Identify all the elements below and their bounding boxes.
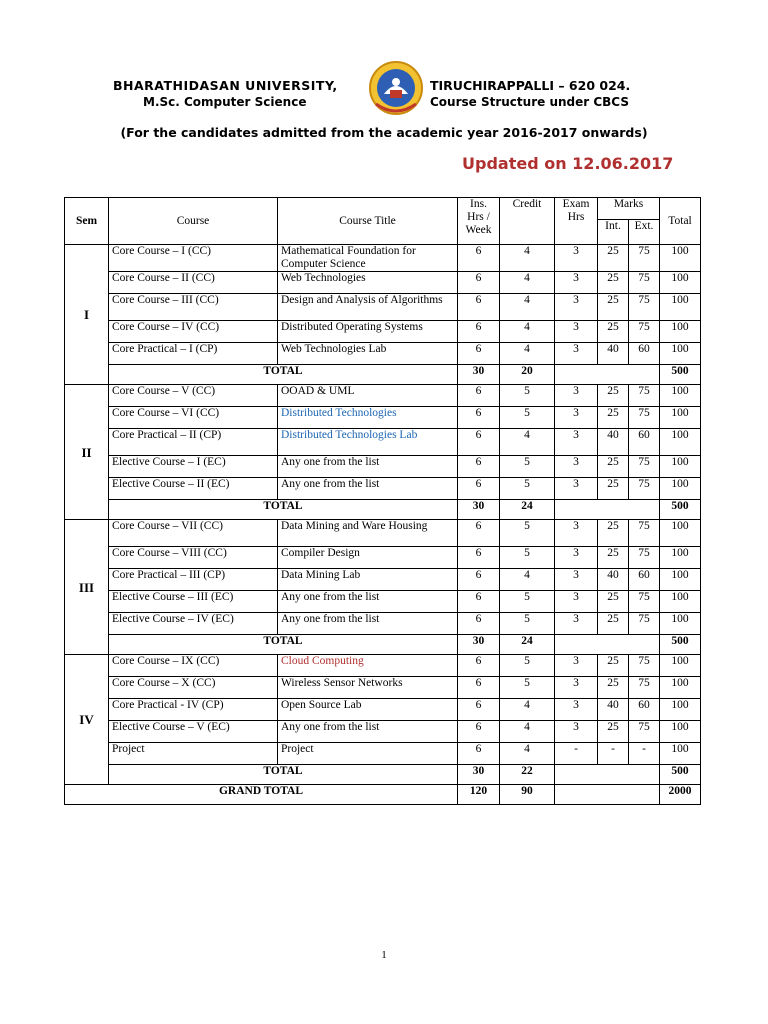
- credit-cell: 5: [500, 613, 555, 635]
- course-cell: Core Course – I (CC): [109, 245, 278, 272]
- course-title-cell: OOAD & UML: [278, 385, 458, 407]
- table-row: [65, 407, 701, 429]
- ins-hrs-cell: 6: [458, 547, 500, 569]
- int-marks-cell: 25: [598, 721, 629, 743]
- course-cell: Elective Course – IV (EC): [109, 613, 278, 635]
- total-marks-cell: 100: [660, 699, 701, 721]
- semester-total-label: TOTAL: [109, 365, 458, 385]
- semester-total-credit: 20: [500, 365, 555, 385]
- semester-label: IV: [65, 655, 109, 785]
- semester-total-blank: [555, 365, 660, 385]
- ins-hrs-cell: 6: [458, 721, 500, 743]
- course-structure-table: [64, 197, 701, 805]
- semester-total-marks: 500: [660, 365, 701, 385]
- course-cell: Elective Course – V (EC): [109, 721, 278, 743]
- course-title-cell: Data Mining and Ware Housing: [278, 520, 458, 547]
- course-cell: Core Practical – I (CP): [109, 343, 278, 365]
- exam-hrs-cell: 3: [555, 699, 598, 721]
- table-row: [65, 591, 701, 613]
- total-marks-cell: 100: [660, 655, 701, 677]
- ext-marks-cell: 60: [629, 429, 660, 456]
- ins-hrs-cell: 6: [458, 343, 500, 365]
- semester-total-row: [65, 635, 701, 655]
- semester-total-marks: 500: [660, 765, 701, 785]
- ext-marks-cell: -: [629, 743, 660, 765]
- course-title-cell: Design and Analysis of Algorithms: [278, 294, 458, 321]
- total-marks-cell: 100: [660, 385, 701, 407]
- semester-total-ins: 30: [458, 500, 500, 520]
- course-title-cell: Web Technologies Lab: [278, 343, 458, 365]
- ins-hrs-cell: 6: [458, 272, 500, 294]
- header-course-title: Course Title: [278, 198, 458, 245]
- course-cell: Elective Course – I (EC): [109, 456, 278, 478]
- total-marks-cell: 100: [660, 743, 701, 765]
- semester-total-marks: 500: [660, 635, 701, 655]
- ext-marks-cell: 75: [629, 478, 660, 500]
- ins-hrs-cell: 6: [458, 407, 500, 429]
- university-logo-icon: [368, 60, 424, 116]
- exam-hrs-cell: 3: [555, 245, 598, 272]
- ext-marks-cell: 75: [629, 407, 660, 429]
- credit-cell: 4: [500, 699, 555, 721]
- credit-cell: 5: [500, 591, 555, 613]
- table-row: [65, 245, 701, 272]
- table-row: [65, 547, 701, 569]
- table-row: [65, 456, 701, 478]
- total-marks-cell: 100: [660, 677, 701, 699]
- course-cell: Core Course – IV (CC): [109, 321, 278, 343]
- ext-marks-cell: 75: [629, 591, 660, 613]
- int-marks-cell: -: [598, 743, 629, 765]
- semester-total-marks: 500: [660, 500, 701, 520]
- ins-hrs-cell: 6: [458, 569, 500, 591]
- course-structure-label: Course Structure under CBCS: [430, 95, 629, 109]
- ins-hrs-cell: 6: [458, 478, 500, 500]
- semester-total-blank: [555, 635, 660, 655]
- exam-hrs-cell: 3: [555, 343, 598, 365]
- course-cell: Core Practical – II (CP): [109, 429, 278, 456]
- exam-hrs-cell: 3: [555, 478, 598, 500]
- total-marks-cell: 100: [660, 547, 701, 569]
- total-marks-cell: 100: [660, 407, 701, 429]
- header-sem: Sem: [65, 198, 109, 245]
- course-title-cell: Cloud Computing: [278, 655, 458, 677]
- credit-cell: 5: [500, 478, 555, 500]
- int-marks-cell: 40: [598, 699, 629, 721]
- credit-cell: 4: [500, 743, 555, 765]
- semester-total-row: [65, 500, 701, 520]
- exam-hrs-cell: 3: [555, 655, 598, 677]
- ins-hrs-cell: 6: [458, 520, 500, 547]
- credit-cell: 5: [500, 520, 555, 547]
- table-row: [65, 699, 701, 721]
- ins-hrs-cell: 6: [458, 321, 500, 343]
- header-exam-hrs: Exam Hrs: [555, 198, 598, 245]
- int-marks-cell: 25: [598, 456, 629, 478]
- credit-cell: 4: [500, 721, 555, 743]
- table-row: [65, 677, 701, 699]
- total-marks-cell: 100: [660, 429, 701, 456]
- ins-hrs-cell: 6: [458, 245, 500, 272]
- course-cell: Core Course – III (CC): [109, 294, 278, 321]
- semester-total-row: [65, 765, 701, 785]
- int-marks-cell: 25: [598, 655, 629, 677]
- int-marks-cell: 25: [598, 245, 629, 272]
- total-marks-cell: 100: [660, 343, 701, 365]
- int-marks-cell: 40: [598, 429, 629, 456]
- ins-hrs-cell: 6: [458, 699, 500, 721]
- ext-marks-cell: 75: [629, 547, 660, 569]
- semester-label: II: [65, 385, 109, 520]
- table-row: [65, 321, 701, 343]
- credit-cell: 5: [500, 547, 555, 569]
- course-cell: Core Course – X (CC): [109, 677, 278, 699]
- table-row: [65, 272, 701, 294]
- exam-hrs-cell: 3: [555, 429, 598, 456]
- course-cell: Core Course – IX (CC): [109, 655, 278, 677]
- credit-cell: 5: [500, 407, 555, 429]
- ins-hrs-cell: 6: [458, 456, 500, 478]
- exam-hrs-cell: 3: [555, 272, 598, 294]
- semester-total-label: TOTAL: [109, 635, 458, 655]
- total-marks-cell: 100: [660, 721, 701, 743]
- semester-total-ins: 30: [458, 765, 500, 785]
- exam-hrs-cell: 3: [555, 407, 598, 429]
- credit-cell: 5: [500, 655, 555, 677]
- course-title-cell: Web Technologies: [278, 272, 458, 294]
- course-cell: Core Practical - IV (CP): [109, 699, 278, 721]
- header-credit: Credit: [500, 198, 555, 245]
- ext-marks-cell: 75: [629, 294, 660, 321]
- exam-hrs-cell: 3: [555, 385, 598, 407]
- course-title-cell: Distributed Operating Systems: [278, 321, 458, 343]
- course-cell: Core Course – II (CC): [109, 272, 278, 294]
- ins-hrs-cell: 6: [458, 677, 500, 699]
- total-marks-cell: 100: [660, 294, 701, 321]
- total-marks-cell: 100: [660, 272, 701, 294]
- course-title-cell: Distributed Technologies Lab: [278, 429, 458, 456]
- semester-total-ins: 30: [458, 365, 500, 385]
- course-title-cell: Data Mining Lab: [278, 569, 458, 591]
- ins-hrs-cell: 6: [458, 294, 500, 321]
- table-row: [65, 343, 701, 365]
- ins-hrs-cell: 6: [458, 655, 500, 677]
- updated-date: Updated on 12.06.2017: [462, 154, 674, 173]
- semester-label: III: [65, 520, 109, 655]
- header-int: Int.: [598, 220, 629, 245]
- table-row: [65, 478, 701, 500]
- header-marks: Marks: [598, 198, 660, 220]
- grand-total-marks: 2000: [660, 785, 701, 805]
- course-cell: Core Course – VI (CC): [109, 407, 278, 429]
- semester-label: I: [65, 245, 109, 385]
- course-title-cell: Distributed Technologies: [278, 407, 458, 429]
- course-cell: Core Course – V (CC): [109, 385, 278, 407]
- grand-total-credit: 90: [500, 785, 555, 805]
- page-number: 1: [381, 949, 387, 961]
- exam-hrs-cell: 3: [555, 520, 598, 547]
- course-title-cell: Any one from the list: [278, 591, 458, 613]
- programme-name: M.Sc. Computer Science: [143, 95, 307, 109]
- course-title-cell: Mathematical Foundation for Computer Science: [278, 245, 458, 272]
- credit-cell: 4: [500, 321, 555, 343]
- table-row: [65, 743, 701, 765]
- ins-hrs-cell: 6: [458, 743, 500, 765]
- semester-total-ins: 30: [458, 635, 500, 655]
- table-row: [65, 721, 701, 743]
- credit-cell: 4: [500, 569, 555, 591]
- semester-total-credit: 24: [500, 635, 555, 655]
- table-row: [65, 520, 701, 547]
- ext-marks-cell: 75: [629, 321, 660, 343]
- grand-total-label: GRAND TOTAL: [65, 785, 458, 805]
- exam-hrs-cell: 3: [555, 677, 598, 699]
- ext-marks-cell: 75: [629, 456, 660, 478]
- header-ext: Ext.: [629, 220, 660, 245]
- ext-marks-cell: 75: [629, 385, 660, 407]
- ext-marks-cell: 75: [629, 677, 660, 699]
- table-row: [65, 655, 701, 677]
- ins-hrs-cell: 6: [458, 429, 500, 456]
- course-title-cell: Project: [278, 743, 458, 765]
- int-marks-cell: 25: [598, 478, 629, 500]
- grand-total-row: [65, 785, 701, 805]
- total-marks-cell: 100: [660, 520, 701, 547]
- semester-total-credit: 22: [500, 765, 555, 785]
- header-total: Total: [660, 198, 701, 245]
- credit-cell: 5: [500, 677, 555, 699]
- exam-hrs-cell: 3: [555, 456, 598, 478]
- semester-total-label: TOTAL: [109, 765, 458, 785]
- course-title-cell: Any one from the list: [278, 478, 458, 500]
- total-marks-cell: 100: [660, 569, 701, 591]
- semester-total-row: [65, 365, 701, 385]
- table-row: [65, 429, 701, 456]
- course-cell: Core Course – VIII (CC): [109, 547, 278, 569]
- total-marks-cell: 100: [660, 321, 701, 343]
- total-marks-cell: 100: [660, 478, 701, 500]
- credit-cell: 4: [500, 245, 555, 272]
- table-row: [65, 569, 701, 591]
- ext-marks-cell: 75: [629, 520, 660, 547]
- table-row: [65, 385, 701, 407]
- ext-marks-cell: 60: [629, 569, 660, 591]
- ext-marks-cell: 75: [629, 245, 660, 272]
- int-marks-cell: 25: [598, 294, 629, 321]
- exam-hrs-cell: 3: [555, 613, 598, 635]
- ext-marks-cell: 75: [629, 655, 660, 677]
- ext-marks-cell: 60: [629, 699, 660, 721]
- total-marks-cell: 100: [660, 456, 701, 478]
- credit-cell: 4: [500, 272, 555, 294]
- ext-marks-cell: 60: [629, 343, 660, 365]
- semester-total-blank: [555, 765, 660, 785]
- ins-hrs-cell: 6: [458, 613, 500, 635]
- course-cell: Project: [109, 743, 278, 765]
- credit-cell: 4: [500, 429, 555, 456]
- ins-hrs-cell: 6: [458, 385, 500, 407]
- exam-hrs-cell: 3: [555, 321, 598, 343]
- exam-hrs-cell: 3: [555, 721, 598, 743]
- semester-total-label: TOTAL: [109, 500, 458, 520]
- course-title-cell: Open Source Lab: [278, 699, 458, 721]
- credit-cell: 4: [500, 343, 555, 365]
- ext-marks-cell: 75: [629, 613, 660, 635]
- admission-note: (For the candidates admitted from the academic year 2016-2017 onwards): [120, 125, 648, 140]
- semester-total-blank: [555, 500, 660, 520]
- int-marks-cell: 40: [598, 343, 629, 365]
- int-marks-cell: 25: [598, 591, 629, 613]
- int-marks-cell: 25: [598, 520, 629, 547]
- exam-hrs-cell: 3: [555, 591, 598, 613]
- exam-hrs-cell: 3: [555, 547, 598, 569]
- ext-marks-cell: 75: [629, 272, 660, 294]
- header-ins-hrs: Ins. Hrs / Week: [458, 198, 500, 245]
- total-marks-cell: 100: [660, 245, 701, 272]
- ext-marks-cell: 75: [629, 721, 660, 743]
- grand-total-blank: [555, 785, 660, 805]
- course-cell: Core Course – VII (CC): [109, 520, 278, 547]
- course-title-cell: Any one from the list: [278, 721, 458, 743]
- header-course: Course: [109, 198, 278, 245]
- ins-hrs-cell: 6: [458, 591, 500, 613]
- int-marks-cell: 25: [598, 385, 629, 407]
- course-cell: Elective Course – III (EC): [109, 591, 278, 613]
- header-row: [65, 198, 701, 220]
- total-marks-cell: 100: [660, 591, 701, 613]
- university-name: BHARATHIDASAN UNIVERSITY,: [113, 78, 338, 93]
- course-title-cell: Any one from the list: [278, 613, 458, 635]
- int-marks-cell: 25: [598, 613, 629, 635]
- int-marks-cell: 25: [598, 407, 629, 429]
- university-city: TIRUCHIRAPPALLI – 620 024.: [430, 78, 631, 93]
- grand-total-ins: 120: [458, 785, 500, 805]
- course-title-cell: Any one from the list: [278, 456, 458, 478]
- credit-cell: 4: [500, 294, 555, 321]
- course-title-cell: Compiler Design: [278, 547, 458, 569]
- int-marks-cell: 25: [598, 677, 629, 699]
- int-marks-cell: 25: [598, 547, 629, 569]
- semester-total-credit: 24: [500, 500, 555, 520]
- exam-hrs-cell: 3: [555, 294, 598, 321]
- int-marks-cell: 25: [598, 272, 629, 294]
- course-cell: Elective Course – II (EC): [109, 478, 278, 500]
- table-row: [65, 613, 701, 635]
- credit-cell: 5: [500, 456, 555, 478]
- table-row: [65, 294, 701, 321]
- course-title-cell: Wireless Sensor Networks: [278, 677, 458, 699]
- exam-hrs-cell: -: [555, 743, 598, 765]
- int-marks-cell: 40: [598, 569, 629, 591]
- int-marks-cell: 25: [598, 321, 629, 343]
- credit-cell: 5: [500, 385, 555, 407]
- exam-hrs-cell: 3: [555, 569, 598, 591]
- table-body: [65, 198, 701, 805]
- course-cell: Core Practical – III (CP): [109, 569, 278, 591]
- total-marks-cell: 100: [660, 613, 701, 635]
